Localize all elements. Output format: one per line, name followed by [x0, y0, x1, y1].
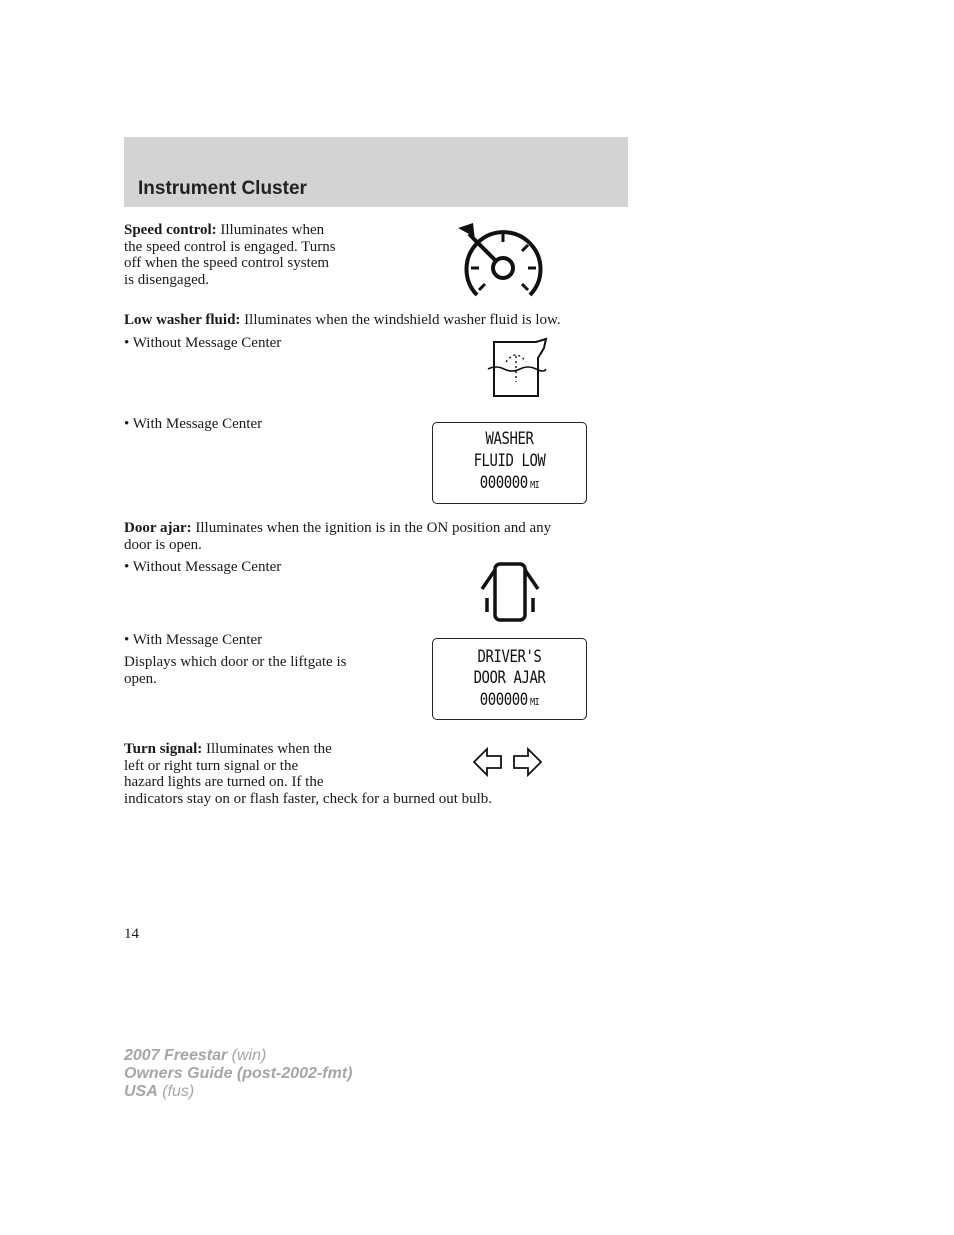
section-header — [124, 137, 628, 207]
door-bullet-with: • With Message Center — [124, 632, 263, 648]
door-message-display — [432, 638, 587, 720]
door-message-line2: DOOR AJAR — [473, 668, 546, 688]
turn-signal-arrows-icon — [472, 746, 544, 778]
page-number: 14 — [124, 926, 139, 942]
speed-control-icon — [455, 222, 545, 302]
washer-bullet-with: • With Message Center — [124, 416, 263, 432]
door-ajar-paragraph: Door ajar: Illuminates when the ignition is in the ON position and any door is open. — [124, 520, 552, 553]
door-message-odometer: 000000 MI — [479, 690, 540, 710]
document-footer: 2007 Freestar (win) Owners Guide (post-2002-fmt) USA (fus) — [124, 1047, 353, 1100]
door-ajar-term: Door ajar: — [124, 520, 192, 536]
washer-message-line2: FLUID LOW — [473, 451, 546, 471]
door-bullet-without: • Without Message Center — [124, 559, 282, 575]
washer-term: Low washer fluid: — [124, 312, 241, 328]
washer-message-odometer: 000000 MI — [479, 473, 540, 493]
turn-signal-paragraph: Turn signal: Illuminates when the left or right turn signal or the hazard lights are turned on. If the indicators stay on or flash faster, check for a burned out bulb. — [124, 741, 493, 807]
washer-bullet-without: • Without Message Center — [124, 335, 282, 351]
washer-paragraph: Low washer fluid: Illuminates when the windshield washer fluid is low. — [124, 312, 561, 328]
turn-signal-term: Turn signal: — [124, 741, 203, 757]
speed-control-paragraph: Speed control: Illuminates when the speed control is engaged. Turns off when the speed control system is disengaged. — [124, 222, 336, 288]
speed-control-term: Speed control: — [124, 222, 217, 238]
washer-message-line1: WASHER — [485, 429, 534, 449]
door-message-line1: DRIVER'S — [477, 647, 542, 667]
door-ajar-icon — [479, 561, 541, 625]
washer-message-display — [432, 422, 587, 504]
washer-fluid-icon — [486, 336, 550, 400]
door-note: Displays which door or the liftgate is open. — [124, 654, 347, 687]
section-title: Instrument Cluster — [138, 178, 307, 199]
